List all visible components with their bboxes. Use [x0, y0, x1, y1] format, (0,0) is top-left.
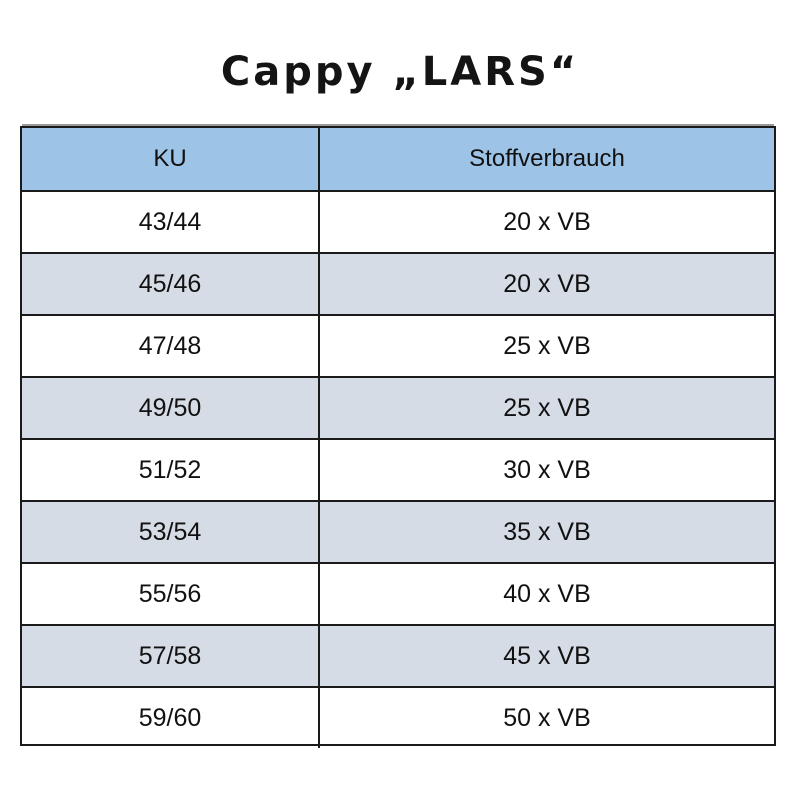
cell-ku: 47/48 — [22, 315, 319, 377]
cell-ku: 53/54 — [22, 501, 319, 563]
cell-stoffverbrauch: 40 x VB — [319, 563, 774, 625]
cell-ku: 43/44 — [22, 191, 319, 253]
cell-stoffverbrauch: 35 x VB — [319, 501, 774, 563]
cell-stoffverbrauch: 20 x VB — [319, 191, 774, 253]
header-ku: KU — [22, 128, 319, 191]
table-row — [22, 501, 774, 563]
cell-stoffverbrauch: 30 x VB — [319, 439, 774, 501]
table-header-row — [22, 128, 774, 191]
size-table — [20, 126, 776, 746]
cell-stoffverbrauch: 20 x VB — [319, 253, 774, 315]
table-row — [22, 377, 774, 439]
cell-ku: 55/56 — [22, 563, 319, 625]
header-stoffverbrauch: Stoffverbrauch — [319, 128, 774, 191]
cell-ku: 49/50 — [22, 377, 319, 439]
table-row — [22, 687, 774, 748]
table-row — [22, 625, 774, 687]
cell-stoffverbrauch: 45 x VB — [319, 625, 774, 687]
cell-ku: 51/52 — [22, 439, 319, 501]
table-row — [22, 191, 774, 253]
fabric-consumption-table — [22, 128, 774, 748]
cell-stoffverbrauch: 25 x VB — [319, 315, 774, 377]
cell-ku: 57/58 — [22, 625, 319, 687]
table-row — [22, 315, 774, 377]
table-row — [22, 439, 774, 501]
cell-ku: 45/46 — [22, 253, 319, 315]
page-title: Cappy „LARS“ — [220, 49, 580, 95]
cell-ku: 59/60 — [22, 687, 319, 748]
cell-stoffverbrauch: 25 x VB — [319, 377, 774, 439]
table-row — [22, 253, 774, 315]
cell-stoffverbrauch: 50 x VB — [503, 703, 591, 732]
table-row — [22, 563, 774, 625]
